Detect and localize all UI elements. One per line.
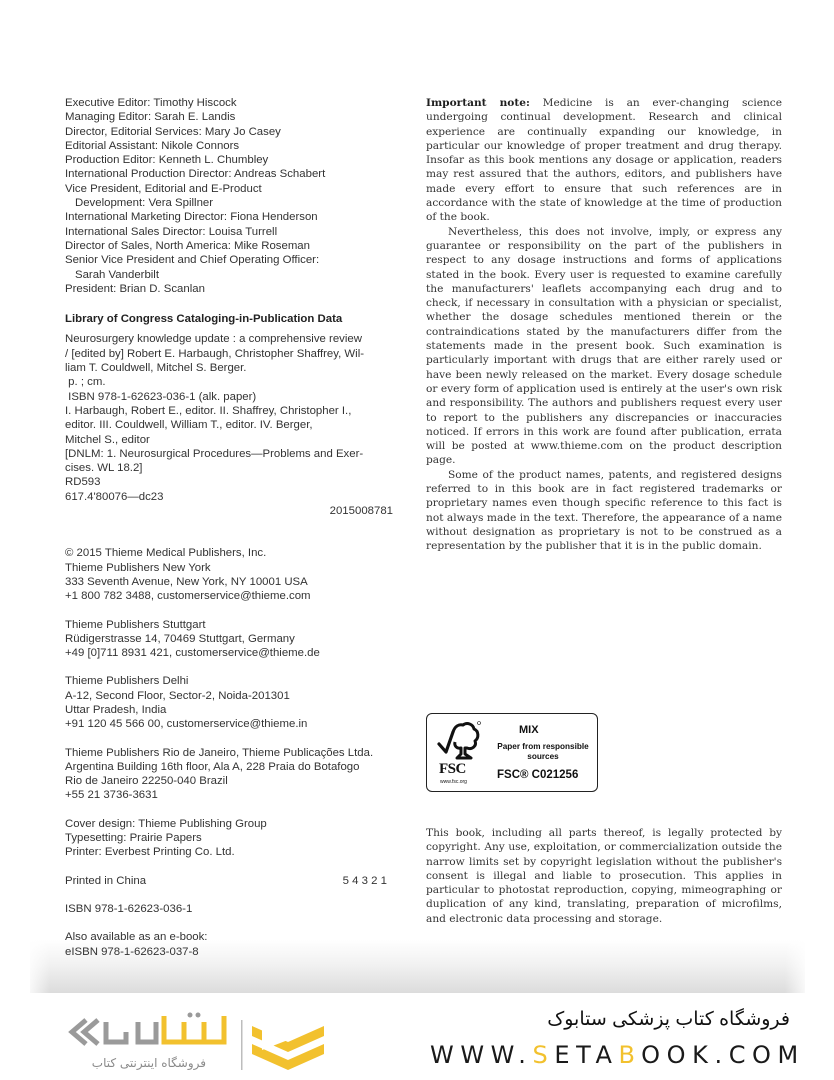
fsc-subtitle: Paper from responsible sources — [497, 742, 589, 761]
fsc-code: FSC® C021256 — [497, 769, 579, 781]
ebook-info — [65, 930, 393, 959]
cip-line: liam T. Couldwell, Mitchel S. Berger. — [65, 362, 247, 375]
cip-line: editor. III. Couldwell, William T., editor. IV. Berger, — [65, 419, 313, 432]
url-part: ETA — [554, 1041, 619, 1069]
credit-line: Sarah Vanderbilt — [75, 268, 160, 281]
fsc-label — [426, 713, 598, 792]
printed-row — [65, 874, 393, 888]
isbn: ISBN 978-1-62623-036-1 — [65, 902, 193, 915]
production-line: Cover design: Thieme Publishing Group — [65, 817, 267, 830]
fsc-url: www.fsc.org — [440, 779, 467, 785]
address-line: Rüdigerstrasse 14, 70469 Stuttgart, Germany — [65, 632, 295, 645]
publisher-new-york — [65, 546, 393, 603]
address-line: Thieme Publishers Rio de Janeiro, Thieme Publicações Ltda. — [65, 746, 374, 759]
important-note-p2: Nevertheless, this does not involve, imply, or express any guarantee or responsibility on the part of the publishers in respect to any dosage instructions and forms of applications stated in the book. Every user is requested to examine carefully the manufacturers' leaflets accompanying each drug and to check, if necessary in consultation with a physician or specialist, whether the dosage schedules mentioned therein or the contraindications stated by the manufacturers differ from the statements made in the present book. Such examination is particularly important with drugs that are either rarely used or have been newly released on the market. Every dosage schedule or every form of application used is entirely at the user's own risk and responsibility. The authors and publishers request every user to report to the publishers any discrepancies or inaccuracies noticed. If errors in this work are found after publication, errata will be posted at www.thieme.com on the product description page. — [426, 225, 782, 467]
important-note-p3: Some of the product names, patents, and registered designs referred to in this book are in fact registered trademarks or proprietary names even though specific reference to this fact is not always made in the text. Therefore, the appearance of a name without designation as proprietary is not to be construed as a representation by the publisher that it is in the public domain. — [426, 468, 782, 553]
credit-line: Development: Vera Spillner — [75, 197, 214, 210]
cip-line: I. Harbaugh, Robert E., editor. II. Shaffrey, Christopher I., — [65, 404, 352, 417]
important-note — [426, 96, 782, 554]
cip-line: cises. WL 18.2] — [65, 462, 143, 475]
address-line: Thieme Publishers Stuttgart — [65, 618, 206, 631]
address-line: Thieme Publishers Delhi — [65, 675, 189, 688]
printing-line: 5 4 3 2 1 — [342, 874, 387, 887]
production-line: Typesetting: Prairie Papers — [65, 832, 202, 845]
credit-line: Senior Vice President and Chief Operating Officer: — [65, 254, 320, 267]
credit-line: Production Editor: Kenneth L. Chumbley — [65, 154, 269, 167]
cip-line: / [edited by] Robert E. Harbaugh, Christopher Shaffrey, Wil- — [65, 347, 365, 360]
printed-in: Printed in China — [65, 874, 147, 887]
cip-line: RD593 — [65, 476, 101, 489]
cip-title: Library of Congress Cataloging-in-Publication Data — [65, 313, 343, 326]
fsc-mix: MIX — [519, 724, 539, 736]
url-accent-s: S — [532, 1041, 555, 1069]
address-line: Argentina Building 16th floor, Ala A, 228 Praia do Botafogo — [65, 760, 360, 773]
credit-line: Vice President, Editorial and E-Product — [65, 182, 262, 195]
credit-line: Executive Editor: Timothy Hiscock — [65, 97, 237, 109]
important-note-label: Important note: — [426, 97, 530, 109]
address-line: +49 [0]711 8931 421, customerservice@thieme.de — [65, 647, 320, 660]
url-part: WWW. — [430, 1041, 533, 1069]
setabook-logo — [66, 1012, 336, 1072]
page-shadow-left — [30, 940, 50, 993]
cip-data — [65, 312, 393, 518]
cip-line: p. ; cm. — [65, 376, 106, 389]
production-line: Printer: Everbest Printing Co. Ltd. — [65, 846, 235, 859]
eisbn: eISBN 978-1-62623-037-8 — [65, 945, 199, 958]
address-line: +91 120 45 566 00, customerservice@thieme.in — [65, 718, 308, 731]
logo-tagline: فروشگاه اینترنتی کتاب — [91, 1056, 206, 1070]
credit-line: Managing Editor: Sarah E. Landis — [65, 111, 236, 124]
cip-line: Neurosurgery knowledge update : a comprehensive review — [65, 333, 362, 346]
publisher-rio — [65, 746, 393, 803]
store-name-fa: فروشگاه کتاب پزشکی ستابوک — [547, 1009, 790, 1030]
cip-line: Mitchel S., editor — [65, 433, 150, 446]
ebook-label: Also available as an e-book: — [65, 931, 208, 944]
address-line: +55 21 3736-3631 — [65, 789, 158, 802]
url-accent-b: B — [618, 1041, 642, 1069]
cip-line: ISBN 978-1-62623-036-1 (alk. paper) — [65, 390, 257, 403]
page-shadow-right — [785, 940, 805, 993]
publisher-stuttgart — [65, 618, 393, 661]
address-line: 333 Seventh Avenue, New York, NY 10001 USA — [65, 575, 308, 588]
address-line: A-12, Second Floor, Sector-2, Noida-201301 — [65, 689, 290, 702]
credit-line: International Production Director: Andreas Schabert — [65, 168, 326, 181]
editorial-credits — [65, 96, 393, 296]
left-column — [65, 96, 393, 973]
credit-line: International Sales Director: Louisa Turrell — [65, 225, 278, 238]
credit-line: Director, Editorial Services: Mary Jo Casey — [65, 125, 281, 138]
publisher-delhi — [65, 674, 393, 731]
cip-line: [DNLM: 1. Neurosurgical Procedures—Problems and Exer- — [65, 447, 364, 460]
credit-line: President: Brian D. Scanlan — [65, 282, 205, 295]
url-part: OOK.COM — [641, 1041, 805, 1069]
important-note-text: Medicine is an ever-changing science undergoing continual development. Research and clinical experience are continually expanding our knowledge, in particular our knowledge of proper treatment and drug therapy. Insofar as this book mentions any dosage or application, readers may rest assured that the authors, editors, and publishers have made every effort to ensure that such references are in accordance with the state of knowledge at the time of production of the book. — [426, 97, 783, 224]
address-line: Thieme Publishers New York — [65, 561, 211, 574]
address-line: +1 800 782 3488, customerservice@thieme.com — [65, 590, 311, 603]
cip-line: 617.4'80076—dc23 — [65, 490, 164, 503]
address-line: © 2015 Thieme Medical Publishers, Inc. — [65, 547, 267, 560]
address-line: Rio de Janeiro 22250-040 Brazil — [65, 775, 228, 788]
fsc-tree-check-icon — [437, 720, 481, 766]
production-credits — [65, 817, 393, 860]
fsc-logo-word: FSC — [439, 761, 466, 777]
credit-line: Editorial Assistant: Nikole Connors — [65, 139, 240, 152]
credit-line: Director of Sales, North America: Mike Roseman — [65, 239, 310, 252]
store-url[interactable] — [430, 1041, 805, 1069]
address-line: Uttar Pradesh, India — [65, 703, 167, 716]
important-note-p1 — [426, 96, 782, 225]
credit-line: International Marketing Director: Fiona Henderson — [65, 211, 318, 224]
lccn: 2015008781 — [329, 505, 393, 518]
copyright-note: This book, including all parts thereof, is legally protected by copyright. Any use, exploitation, or commercialization outside the narrow limits set by copyright legislation without the publisher's consent is illegal and liable to prosecution. This applies in particular to photostat reproduction, copying, mimeographing or duplication of any kind, translating, preparation of microfilms, and electronic data processing and storage. — [426, 827, 782, 925]
